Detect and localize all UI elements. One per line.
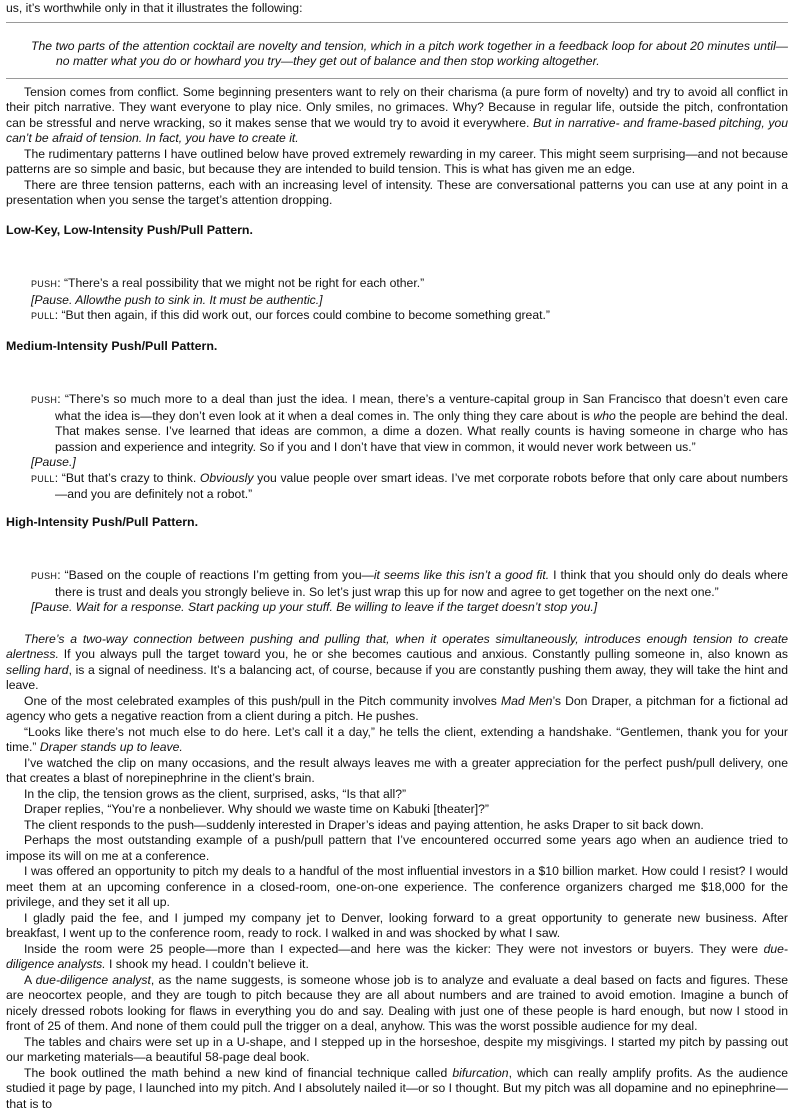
push-text: : “There’s a real possibility that we might not be right for each other.” [57, 276, 424, 290]
pull-text: you value people over smart ideas. I’ve met corporate robots before that only care about numbers—and you are definitely not a robot.” [55, 471, 788, 502]
paragraph-text: ’s Don Draper, a pitchman for a fictional ad agency who gets a negative reaction from a client during a pitch. He pushes. [6, 694, 788, 724]
paragraph-tension [6, 85, 788, 147]
pull-text: : “But that’s crazy to think. [55, 471, 200, 485]
emphasis-text: There’s a two-way connection between pushing and pulling that, when it operates simultaneously, introduces enough tension to create alertness. [6, 632, 788, 662]
emphasis-text: selling hard [6, 663, 69, 677]
push-label: PUSH [31, 571, 57, 581]
paragraph-text: , is a signal of neediness. It’s a balancing act, of course, because if you are constantly pushing them away, they will take the hint and leave. [6, 663, 788, 693]
push-label: PUSH [31, 279, 57, 289]
heading-high-intensity: High-Intensity Push/Pull Pattern. [6, 515, 788, 531]
dialogue-low [31, 276, 788, 325]
push-text: the people are behind the deal. That makes sense. I’ve learned that ideas are common, a dime a dozen. What really counts is having someone in charge who has passion and experience and integrity. So if you and I don’t have that view in common, it would never work between us.” [55, 409, 788, 454]
dialogue-high [31, 568, 788, 616]
pull-line [31, 308, 788, 325]
pull-text: : “But then again, if this did work out, our forces could combine to become something great.” [55, 308, 550, 322]
paragraph-client-responds: The client responds to the push—suddenly interested in Draper’s ideas and paying attention, he asks Draper to sit back down. [6, 818, 788, 834]
pause-line: [Pause.] [31, 455, 788, 471]
paragraph-clip: I’ve watched the clip on many occasions, and the result always leaves me with a greater appreciation for the perfect push/pull delivery, one that creates a blast of norepinephrine in the client’s brain. [6, 756, 788, 787]
paragraph-bifurcation [6, 1066, 788, 1112]
paragraph-u-shape: The tables and chairs were set up in a U-shape, and I stepped up in the horseshoe, despite my misgivings. I started my pitch by passing out our marketing materials—a beautiful 58-page deal book. [6, 1035, 788, 1066]
pull-label: PULL [31, 311, 55, 321]
push-text: : “Based on the couple of reactions I’m getting from you— [57, 568, 374, 582]
push-text: I think that you should only do deals where there is trust and deals you strongly believe in. So let’s just wrap this up for now and agree to get together on the next one.” [55, 568, 788, 599]
quote-bottom-rule [6, 78, 788, 79]
paragraph-text: The book outlined the math behind a new kind of financial technique called [24, 1066, 452, 1080]
dialogue-medium [31, 392, 788, 503]
paragraph-text: Inside the room were 25 people—more than I expected—and here was the kicker: They were not investors or buyers. They were [24, 942, 764, 956]
pause-line: [Pause. Wait for a response. Start packing up your stuff. Be willing to leave if the target doesn’t stop you.] [31, 600, 788, 616]
pause-line: [Pause. Allowthe push to sink in. It must be authentic.] [31, 293, 788, 309]
emphasis-text: due-diligence analysts. [6, 942, 788, 972]
paragraph-patterns: The rudimentary patterns I have outlined below have proved extremely rewarding in my career. This might seem surprising—and not because patterns are so simple and basic, but because they are intended to build tension. This is what has given me an edge. [6, 147, 788, 178]
paragraph-text: , which can really amplify profits. As the audience studied it page by page, I launched into my pitch. And I absolutely nailed it—or so I thought. But my pitch was all dopamine and no epinephrine—that is to [6, 1066, 788, 1111]
quote-top-rule [6, 22, 788, 23]
paragraph-call-it-a-day [6, 725, 788, 756]
emphasis-text: Mad Men [501, 694, 552, 708]
paragraph-text: If you always pull the target toward you, he or she becomes cautious and anxious. Constantly pulling someone in, also known as [59, 647, 788, 661]
paragraph-opportunity: I was offered an opportunity to pitch my deals to a handful of the most influential investors in a $10 billion market. How could I resist? I would meet them at an upcoming conference in a closed-room, one-on-one experience. The conference organizers charged me $18,000 for the privilege, and they set it all up. [6, 864, 788, 911]
emphasis-text: bifurcation [452, 1066, 508, 1080]
paragraph-text: “Looks like there’s not much else to do here. Let’s call it a day,” he tells the client, extending a handshake. “Gentlemen, thank you for your time.” [6, 725, 788, 755]
push-line [31, 392, 788, 455]
paragraph-text: Tension comes from conflict. Some beginning presenters want to rely on their charisma (a pure form of novelty) and try to avoid all conflict in their pitch narrative. They want everyone to play nice. Only smiles, no grimaces. Why? Because in regular life, outside the pitch, confrontation can be stressful and nerve wracking, so it makes sense that we would try to avoid it everywhere. [6, 85, 788, 130]
pull-line [31, 471, 788, 503]
paragraph-denver: I gladly paid the fee, and I jumped my company jet to Denver, looking forward to a great opportunity to generate new business. After breakfast, I went up to the conference room, ready to rock. I walked in and was shocked by what I saw. [6, 911, 788, 942]
paragraph-two-way [6, 632, 788, 694]
emphasis-text: Obviously [200, 471, 254, 485]
paragraph-mad-men [6, 694, 788, 725]
pull-label: PULL [31, 474, 55, 484]
emphasis-text: who [593, 409, 615, 423]
paragraph-three-patterns: There are three tension patterns, each with an increasing level of intensity. These are conversational patterns you can use at any point in a presentation when you sense the target’s attention dropping. [6, 178, 788, 209]
paragraph-text: One of the most celebrated examples of this push/pull in the Pitch community involves [24, 694, 501, 708]
push-label: PUSH [31, 395, 57, 405]
paragraph-text: A [24, 973, 36, 987]
push-line [31, 276, 788, 293]
emphasis-text: But in narrative- and frame-based pitching, you can’t be afraid of tension. In fact, you have to create it. [6, 116, 788, 146]
emphasis-text: it seems like this isn’t a good fit. [374, 568, 549, 582]
paragraph-analyst-definition [6, 973, 788, 1035]
pull-quote [31, 39, 788, 70]
paragraph-outstanding-example: Perhaps the most outstanding example of a push/pull pattern that I’ve encountered occurred some years ago when an audience tried to impose its will on me at a conference. [6, 833, 788, 864]
paragraph-text: , as the name suggests, is someone whose job is to analyze and evaluate a deal based on facts and figures. These are neocortex people, and they are tough to pitch because they are all about numbers and are trained to avoid emotion. Imagine a bunch of nicely dressed robots looking for flaws in everything you do and say. Dealing with just one of these people is hard enough, but now I stood in front of 25 of them. And none of them could pull the trigger on a deal, anyhow. This was the worst possible audience for my deal. [6, 973, 788, 1034]
paragraph-tension-grows: In the clip, the tension grows as the client, surprised, asks, “Is that all?” [6, 787, 788, 803]
heading-medium-intensity: Medium-Intensity Push/Pull Pattern. [6, 339, 788, 355]
push-line [31, 568, 788, 600]
paragraph-text: I shook my head. I couldn’t believe it. [106, 957, 309, 971]
emphasis-text: Draper stands up to leave. [40, 740, 183, 754]
book-page [6, 0, 788, 1112]
paragraph-inside-room [6, 942, 788, 973]
heading-low-intensity: Low-Key, Low-Intensity Push/Pull Pattern. [6, 223, 788, 239]
emphasis-text: due-diligence analyst [36, 973, 151, 987]
paragraph-draper-replies: Draper replies, “You’re a nonbeliever. Why should we waste time on Kabuki [theater]?” [6, 802, 788, 818]
push-text: : “There’s so much more to a deal than just the idea. I mean, there’s a venture-capital group in San Francisco that doesn’t even care what the idea is—they don’t even look at it when a deal comes in. The only thing they care about is [55, 392, 788, 423]
intro-fragment: us, it’s worthwhile only in that it illustrates the following: [6, 1, 788, 17]
pull-quote-text: The two parts of the attention cocktail are novelty and tension, which in a pitch work together in a feedback loop for about 20 minutes until—no matter what you do or howhard you try—they get out of balance and then stop working altogether. [31, 39, 788, 70]
